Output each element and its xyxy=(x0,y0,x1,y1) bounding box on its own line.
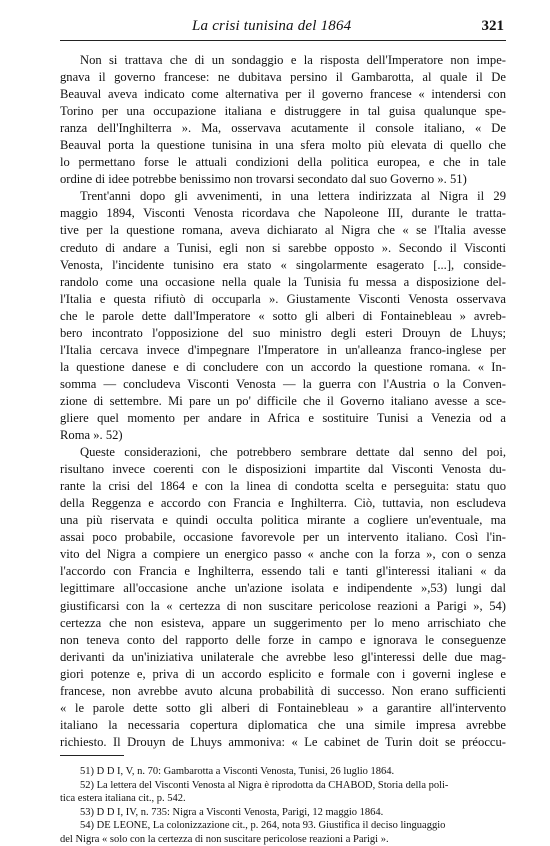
text-line: gliere quel momento per andare in Africa e sostituire Tunisi a Venezia od a xyxy=(60,410,506,427)
text-line: maggio 1894, Visconti Venosta ricordava che Napoleone III, durante le tratta- xyxy=(60,205,506,222)
text-line: somma — concludeva Visconti Venosta — la guerra con l'Austria o la Conven- xyxy=(60,376,506,393)
text-line: l'Italia e questa rifiutò di occuparla ». Giustamente Visconti Venosta osservava xyxy=(60,291,506,308)
running-title: La crisi tunisina del 1864 xyxy=(192,18,351,35)
footnote: 53) D D I, IV, n. 735: Nigra a Visconti Venosta, Parigi, 12 maggio 1864. xyxy=(60,806,506,820)
text-line: Beauval porta la questione tunisina in una sfera molto più elevata di quello che xyxy=(60,137,506,154)
text-line: legittimare all'occasione anche un'azione isolata e indipendente »,53) lungi dal xyxy=(60,580,506,597)
footnote-continuation: del Nigra « solo con la certezza di non suscitare pericolose reazioni a Parigi ». xyxy=(60,833,506,846)
text-line: rante la crisi del 1864 e con la linea di condotta scelta e perseguita: statu quo xyxy=(60,478,506,495)
running-header xyxy=(60,18,506,41)
text-line: una più riservata e quindi occulta politica mirante a cogliere un'eventuale, ma xyxy=(60,512,506,529)
footnote: 51) D D I, V, n. 70: Gambarotta a Visconti Venosta, Tunisi, 26 luglio 1864. xyxy=(60,765,506,779)
text-line: Beauval aveva indicato come alternativa per il governo francese « intendersi con xyxy=(60,86,506,103)
footnote: 54) DE LEONE, La colonizzazione cit., p. 264, nota 93. Giustifica il deciso linguaggio xyxy=(60,819,506,833)
text-line: Non si trattava che di un sondaggio e la risposta dell'Imperatore non impe- xyxy=(60,52,506,69)
text-line: derivanti da un'iniziativa unilaterale che avrebbe leso gl'interessi delle due mag- xyxy=(60,649,506,666)
text-line: ordine di idee potrebbe benissimo non trovarsi secondato dal suo Governo ». 51) xyxy=(60,171,506,188)
text-line: creduto di andare a Tunisi, egli non si sarebbe opposto ». Secondo il Visconti xyxy=(60,240,506,257)
text-line: richiesto. Il Drouyn de Lhuys ammoniva: « Le cabinet de Turin doit se préoccu- xyxy=(60,734,506,751)
text-line: bero incontrato l'opposizione del suo ministro degli esteri Drouyn de Lhuys; xyxy=(60,325,506,342)
text-line: Venosta, l'incidente tunisino era stato « singolarmente esagerato [...], conside- xyxy=(60,257,506,274)
text-line: zione di settembre. Mi pare un po' difficile che il Governo italiano avesse a sce- xyxy=(60,393,506,410)
text-line: ranza dell'Inghilterra ». Ma, osservava acutamente il console italiano, « De xyxy=(60,120,506,137)
text-line: francese, non avrebbe avuto alcuna probabilità di successo. Non erano sufficienti xyxy=(60,683,506,700)
text-line: giustificarsi con la « certezza di non suscitare pericolose reazioni a Parigi », 54) xyxy=(60,598,506,615)
text-line: l'Italia cercava invece d'impegnare l'Imperatore in un'alleanza franco-inglese per xyxy=(60,342,506,359)
text-line: non teneva conto del rapporto delle forze in campo e ignorava le conseguenze xyxy=(60,632,506,649)
text-line: certezza che non esisteva, appare un suggerimento per lo meno arrischiato che xyxy=(60,615,506,632)
text-line: gnava il governo francese: ne dubitava persino il Gambarotta, al quale il De xyxy=(60,69,506,86)
text-line: risultano invece coerenti con le disposizioni impartite dal Visconti Venosta du- xyxy=(60,461,506,478)
text-line: Queste considerazioni, che potrebbero sembrare dettate dal senno del poi, xyxy=(60,444,506,461)
text-line: Roma ». 52) xyxy=(60,427,506,444)
footnotes xyxy=(60,765,506,846)
text-line: randolo come una occasione nella quale la Tunisia fu messa a disposizione del- xyxy=(60,274,506,291)
footnote-continuation: tica estera italiana cit., p. 542. xyxy=(60,792,506,806)
text-line: della Reggenza e accordo con Francia e Inghilterra. Ciò, tuttavia, non escludeva xyxy=(60,495,506,512)
footnote: 52) La lettera del Visconti Venosta al Nigra è riprodotta da CHABOD, Storia della poli- xyxy=(60,779,506,793)
text-line: che le parole dette dall'Imperatore « sotto gli alberi di Fontainebleau » avreb- xyxy=(60,308,506,325)
text-line: « le parole dette sotto gli alberi di Fontainebleau » a garantire all'intervento xyxy=(60,700,506,717)
text-line: la questione danese e di concludere con un accordo la questione romana. « In- xyxy=(60,359,506,376)
text-line: giori potenze e, priva di un accordo esplicito e formale con i governi inglese e xyxy=(60,666,506,683)
page-number: 321 xyxy=(482,18,505,35)
text-line: Torino per una occupazione italiana e distruggere in tal guisa qualunque spe- xyxy=(60,103,506,120)
text-line: Trent'anni dopo gli avvenimenti, in una lettera indirizzata al Nigra il 29 xyxy=(60,188,506,205)
body-text xyxy=(60,52,506,751)
text-line: tive per la questione romana, aveva dichiarato al Nigra che « se l'Italia avesse xyxy=(60,222,506,239)
text-line: l'accordo con Francia e Inghilterra, essendo tali e tanti gl'interessi italiani « da xyxy=(60,563,506,580)
text-line: lo permettano forse le attuali condizioni della politica europea, e che in tale xyxy=(60,154,506,171)
footnote-rule xyxy=(60,755,124,756)
text-line: assai poco probabile, occasione favorevole per un intervento italiano. Così l'in- xyxy=(60,529,506,546)
text-line: vito del Nigra a compiere un energico passo « anche con la forza », con o senza xyxy=(60,546,506,563)
text-line: italiano la necessaria copertura diplomatica che una simile impresa avrebbe xyxy=(60,717,506,734)
